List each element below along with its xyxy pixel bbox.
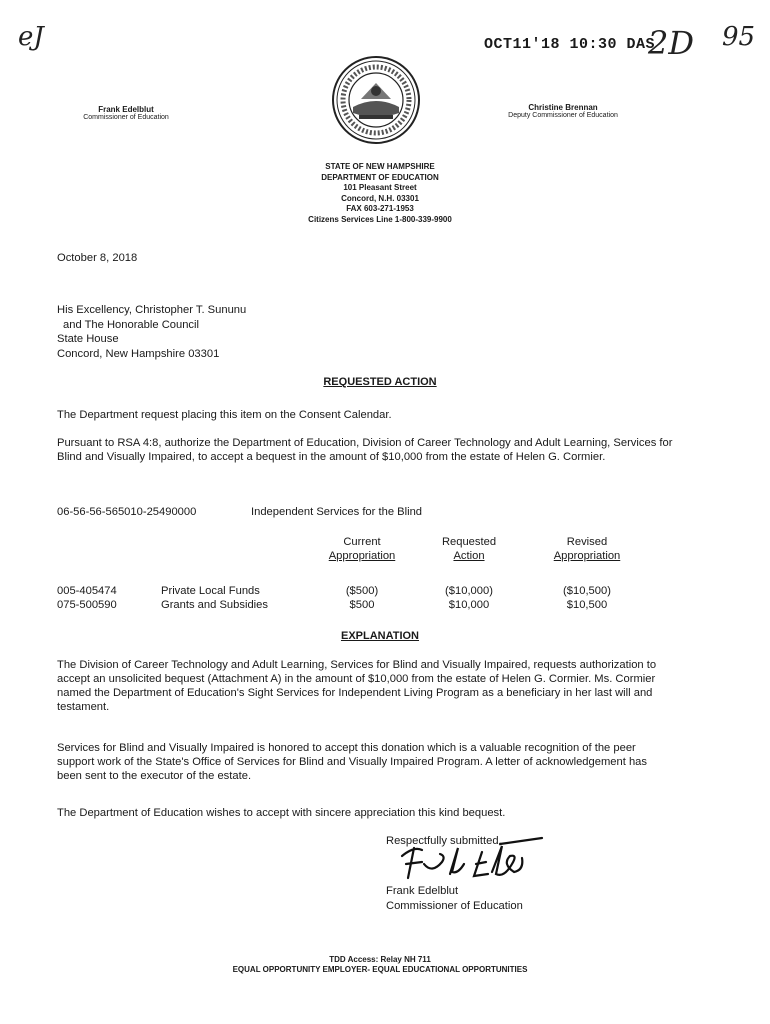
department-address-block (270, 162, 490, 225)
account-number: 06-56-56-565010-25490000 (57, 506, 197, 518)
requested-action-title: REQUESTED ACTION (323, 376, 437, 388)
signer-title: Commissioner of Education (386, 900, 523, 912)
deputy-name: Christine Brennan (528, 103, 598, 112)
signer-block (386, 884, 523, 914)
deputy-title: Deputy Commissioner of Education (508, 112, 618, 119)
explanation-paragraph-2: Services for Blind and Visually Impaired is honored to accept this donation which is a valuable recognition of the peer support work of the State's Office of Services for Blind and Visually Impaired Program. A letter of acknowledgement has been sent to the executor of the estate. (57, 742, 647, 782)
commissioner-title: Commissioner of Education (83, 114, 169, 121)
address-line-2: and The Honorable Council (63, 318, 199, 331)
commissioner-name: Frank Edelblut (98, 105, 154, 114)
state-name: STATE OF NEW HAMPSHIRE (325, 162, 435, 171)
citizens-line: Citizens Services Line 1-800-339-9900 (308, 214, 452, 224)
commissioner-header (56, 105, 196, 121)
deputy-header (488, 103, 638, 119)
requested-action-header: Requested Action (441, 536, 497, 562)
explanation-title: EXPLANATION (340, 630, 420, 642)
tdd-access: TDD Access: Relay NH 711 (329, 955, 431, 964)
consent-calendar-paragraph: The Department request placing this item on the Consent Calendar. (57, 409, 392, 421)
letter-date: October 8, 2018 (57, 252, 138, 264)
account-name: Independent Services for the Blind (251, 506, 423, 518)
address-line-4: Concord, New Hampshire 03301 (57, 347, 220, 360)
footer (0, 955, 760, 975)
explanation-paragraph-3: The Department of Education wishes to accept with sincere appreciation this kind bequest. (57, 807, 506, 819)
table-row: 075-500590 Grants and Subsidies $500 $10,000 $10,500 (57, 599, 608, 611)
signer-name: Frank Edelblut (386, 885, 459, 897)
handwritten-item-number: 2D (648, 24, 695, 62)
current-appropriation-header: Current Appropriation (328, 536, 396, 562)
equal-opportunity: EQUAL OPPORTUNITY EMPLOYER- EQUAL EDUCATIONAL OPPORTUNITIES (232, 965, 528, 974)
signature-mark (392, 834, 552, 884)
department-name: DEPARTMENT OF EDUCATION (321, 172, 439, 182)
handwritten-initials: eJ (18, 22, 44, 52)
appropriation-table (57, 584, 697, 612)
authorization-paragraph: Pursuant to RSA 4:8, authorize the Department of Education, Division of Career Technology and Adult Learning, Services for Blind and Visually Impaired, to accept a bequest in the amount of $10,000 from the estate of Helen G. Cormier. (57, 437, 673, 463)
revised-appropriation-header: Revised Appropriation (553, 536, 621, 562)
table-row: 005-405474 Private Local Funds ($500) ($10,000) ($10,500) (57, 585, 611, 597)
street-address: 101 Pleasant Street (343, 183, 417, 192)
state-seal-icon (331, 55, 421, 145)
explanation-paragraph-1: The Division of Career Technology and Adult Learning, Services for Blind and Visually Impaired, requests authorization to accept an unsolicited bequest (Attachment A) in the amount of $10,000 from the estate of Helen G. Cormier. Ms. Cormier named the Department of Education's Sight Services for Independent Living Program as a beneficiary in her last will and testament. (57, 659, 657, 713)
closing-text: Respectfully submitted, (386, 835, 502, 847)
address-line-3: State House (57, 333, 119, 345)
received-stamp: OCT11'18 10:30 DAS (484, 36, 656, 53)
recipient-address (57, 303, 246, 361)
address-line-1: His Excellency, Christopher T. Sununu (57, 304, 247, 316)
fax-number: FAX 603-271-1953 (346, 204, 414, 213)
handwritten-number: 95 (722, 22, 756, 52)
city-state-zip: Concord, N.H. 03301 (341, 193, 419, 203)
